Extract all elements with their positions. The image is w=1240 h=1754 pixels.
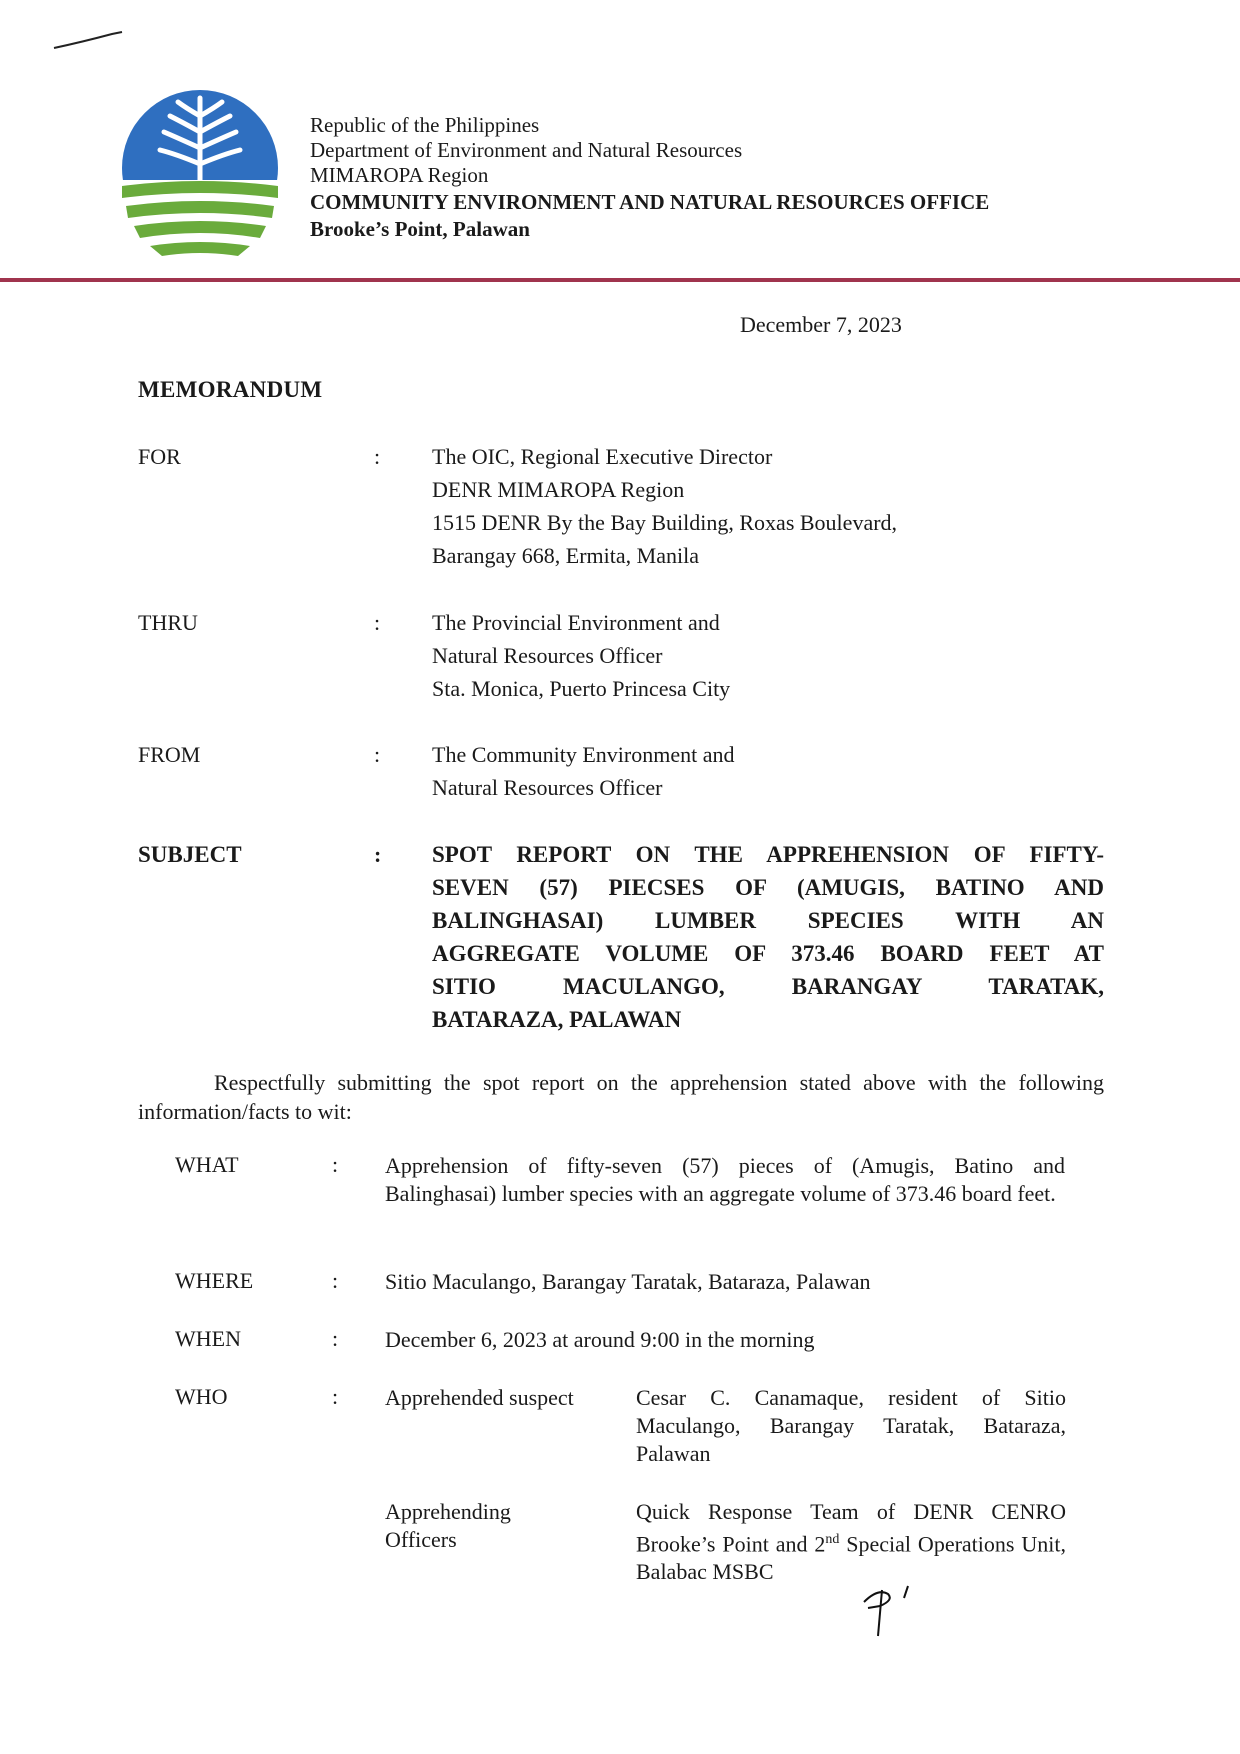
officers-label-line: Apprehending xyxy=(385,1499,511,1524)
when-value: December 6, 2023 at around 9:00 in the morning xyxy=(385,1327,815,1352)
for-label: FOR xyxy=(138,444,181,469)
thru-recipient xyxy=(432,606,730,705)
header-region: MIMAROPA Region xyxy=(310,163,489,187)
officers-value-sup: nd xyxy=(825,1532,840,1547)
officers-label xyxy=(385,1498,615,1554)
initials-signature-icon xyxy=(858,1580,928,1640)
subject-line: SPOT REPORT ON THE APPREHENSION OF FIFTY- xyxy=(432,842,1104,867)
header-office: COMMUNITY ENVIRONMENT AND NATURAL RESOURCES OFFICE xyxy=(310,190,990,214)
subject-line: BALINGHASAI) LUMBER SPECIES WITH AN xyxy=(432,908,1104,933)
for-line: Barangay 668, Ermita, Manila xyxy=(432,543,699,568)
what-label: WHAT xyxy=(175,1152,239,1177)
header-location: Brooke’s Point, Palawan xyxy=(310,217,530,241)
suspect-label: Apprehended suspect xyxy=(385,1385,574,1410)
officers-value-text: Quick Response Team of DENR CENRO Brooke’s Point and 2 xyxy=(636,1499,1066,1557)
for-recipient xyxy=(432,440,897,572)
thru-colon: : xyxy=(374,610,381,635)
officers-value xyxy=(636,1498,1066,1586)
subject-line: SEVEN (57) PIECSES OF (AMUGIS, BATINO AND xyxy=(432,875,1104,900)
who-label: WHO xyxy=(175,1384,228,1409)
where-colon: : xyxy=(332,1268,339,1293)
when-label: WHEN xyxy=(175,1326,241,1351)
subject-text xyxy=(432,838,1104,1036)
subject-label: SUBJECT xyxy=(138,842,242,867)
memo-date: December 7, 2023 xyxy=(740,312,902,337)
thru-label: THRU xyxy=(138,610,198,635)
from-colon: : xyxy=(374,742,381,767)
officers-label-line: Officers xyxy=(385,1527,457,1552)
for-line: 1515 DENR By the Bay Building, Roxas Boulevard, xyxy=(432,510,898,535)
officers-value-text: Special Operations Unit, Balabac MSBC xyxy=(636,1531,1066,1585)
for-line: DENR MIMAROPA Region xyxy=(432,477,685,502)
who-colon: : xyxy=(332,1384,339,1409)
for-line: The OIC, Regional Executive Director xyxy=(432,444,773,469)
from-line: The Community Environment and xyxy=(432,742,735,767)
memo-title: MEMORANDUM xyxy=(138,377,323,402)
where-value: Sitio Maculango, Barangay Taratak, Bataraza, Palawan xyxy=(385,1269,871,1294)
from-sender xyxy=(432,738,734,804)
suspect-value: Cesar C. Canamaque, resident of Sitio Maculango, Barangay Taratak, Bataraza, Palawan xyxy=(636,1385,1066,1466)
when-colon: : xyxy=(332,1326,339,1351)
thru-line: Natural Resources Officer xyxy=(432,643,663,668)
pen-mark xyxy=(52,28,132,52)
subject-line: SITIO MACULANGO, BARANGAY TARATAK, xyxy=(432,974,1104,999)
from-label: FROM xyxy=(138,742,201,767)
header-republic: Republic of the Philippines xyxy=(310,113,540,137)
for-colon: : xyxy=(374,444,381,469)
denr-logo-icon xyxy=(120,88,280,258)
subject-colon: : xyxy=(374,842,382,867)
subject-line: AGGREGATE VOLUME OF 373.46 BOARD FEET AT xyxy=(432,941,1104,966)
where-label: WHERE xyxy=(175,1268,254,1293)
subject-line: BATARAZA, PALAWAN xyxy=(432,1007,682,1032)
what-value: Apprehension of fifty-seven (57) pieces of (Amugis, Batino and Balinghasai) lumber species with an aggregate volume of 373.46 board feet. xyxy=(385,1153,1065,1206)
header-department: Department of Environment and Natural Resources xyxy=(310,138,743,162)
header-divider xyxy=(0,278,1240,282)
what-colon: : xyxy=(332,1152,339,1177)
thru-line: Sta. Monica, Puerto Princesa City xyxy=(432,676,731,701)
thru-line: The Provincial Environment and xyxy=(432,610,720,635)
intro-paragraph: Respectfully submitting the spot report on the apprehension stated above with the following information/facts to wit: xyxy=(138,1070,1104,1124)
from-line: Natural Resources Officer xyxy=(432,775,663,800)
